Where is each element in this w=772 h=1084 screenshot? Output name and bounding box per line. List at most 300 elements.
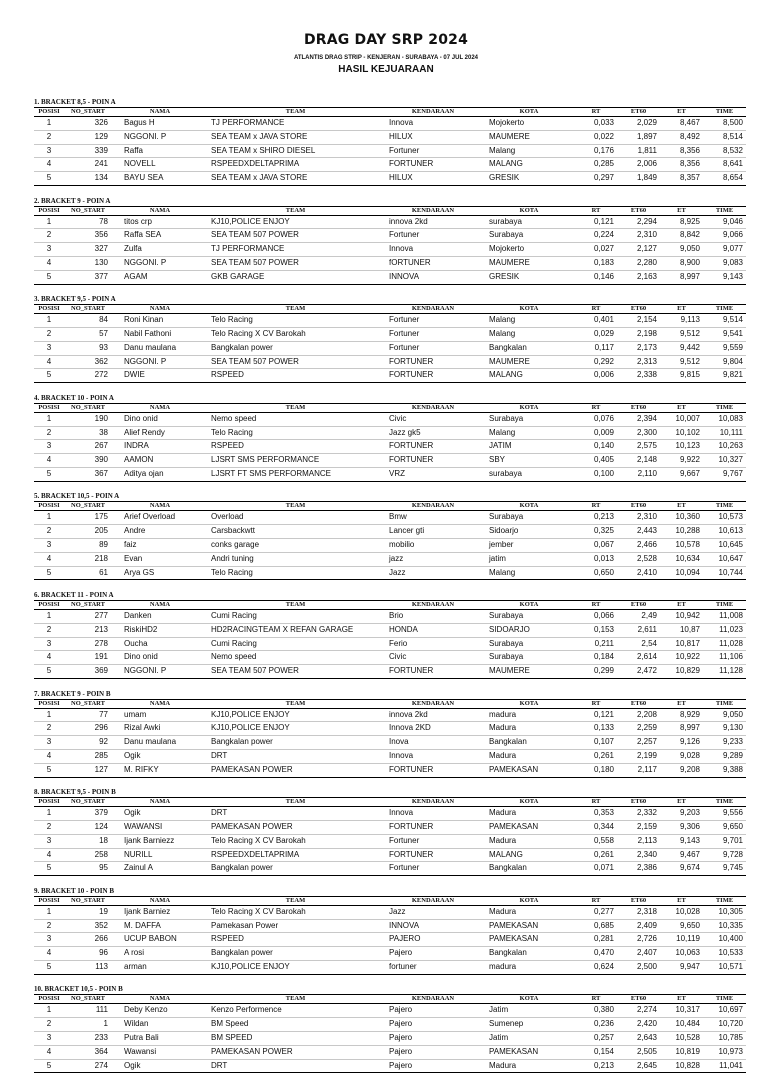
- et60-cell: 2,394: [617, 412, 660, 426]
- et60-cell: 2,472: [617, 665, 660, 679]
- no-start-cell: 175: [64, 511, 112, 525]
- table-row: [34, 708, 746, 722]
- kendaraan-cell: innova 2kd: [383, 708, 483, 722]
- column-header: RT: [575, 305, 617, 314]
- column-header: NO_START: [64, 305, 112, 314]
- column-header: NAMA: [112, 305, 208, 314]
- column-header: ET60: [617, 305, 660, 314]
- kendaraan-cell: Bmw: [383, 511, 483, 525]
- column-header: NO_START: [64, 896, 112, 905]
- rt-cell: 0,076: [575, 412, 617, 426]
- column-header: TIME: [703, 108, 746, 117]
- no-start-cell: 190: [64, 412, 112, 426]
- kota-cell: SIDOARJO: [483, 623, 575, 637]
- et-cell: 8,356: [660, 144, 703, 158]
- column-header: KOTA: [483, 206, 575, 215]
- rt-cell: 0,257: [575, 1031, 617, 1045]
- column-header: NAMA: [112, 600, 208, 609]
- kendaraan-cell: HILUX: [383, 172, 483, 186]
- rt-cell: 0,685: [575, 919, 617, 933]
- no-start-cell: 78: [64, 215, 112, 229]
- column-header: ET60: [617, 798, 660, 807]
- column-header: KOTA: [483, 798, 575, 807]
- kendaraan-cell: Fortuner: [383, 229, 483, 243]
- et60-cell: 2,318: [617, 905, 660, 919]
- rt-cell: 0,013: [575, 552, 617, 566]
- table-header-row: [34, 502, 746, 511]
- table-row: [34, 314, 746, 328]
- kota-cell: Madura: [483, 1059, 575, 1073]
- table-row: [34, 511, 746, 525]
- kendaraan-cell: Pajero: [383, 947, 483, 961]
- kendaraan-cell: fORTUNER: [383, 256, 483, 270]
- team-cell: Cumi Racing: [208, 609, 383, 623]
- results-table: [34, 107, 746, 186]
- results-table: [34, 304, 746, 383]
- nama-cell: NURILL: [112, 848, 208, 862]
- kota-cell: surabaya: [483, 215, 575, 229]
- posisi-cell: 1: [34, 412, 64, 426]
- et-cell: 9,050: [660, 243, 703, 257]
- time-cell: 9,821: [703, 369, 746, 383]
- et-cell: 10,360: [660, 511, 703, 525]
- et60-cell: 2,274: [617, 1004, 660, 1018]
- time-cell: 10,697: [703, 1004, 746, 1018]
- team-cell: Andri tuning: [208, 552, 383, 566]
- team-cell: BM SPEED: [208, 1031, 383, 1045]
- et-cell: 8,997: [660, 722, 703, 736]
- et60-cell: 1,897: [617, 130, 660, 144]
- time-cell: 9,233: [703, 736, 746, 750]
- table-row: [34, 1031, 746, 1045]
- column-header: TEAM: [208, 896, 383, 905]
- et60-cell: 2,443: [617, 525, 660, 539]
- table-row: [34, 623, 746, 637]
- table-header-row: [34, 699, 746, 708]
- kota-cell: Madura: [483, 905, 575, 919]
- bracket-title: 2. BRACKET 9 - POIN A: [34, 196, 111, 205]
- posisi-cell: 1: [34, 1004, 64, 1018]
- no-start-cell: 272: [64, 369, 112, 383]
- kota-cell: PAMEKASAN: [483, 1045, 575, 1059]
- no-start-cell: 233: [64, 1031, 112, 1045]
- bracket-section: [34, 690, 746, 789]
- no-start-cell: 205: [64, 525, 112, 539]
- kendaraan-cell: Innova: [383, 749, 483, 763]
- bracket-title: 6. BRACKET 11 - POIN A: [34, 590, 114, 599]
- column-header: POSISI: [34, 206, 64, 215]
- team-cell: KJ10,POLICE ENJOY: [208, 960, 383, 974]
- time-cell: 8,532: [703, 144, 746, 158]
- column-header: ET: [660, 600, 703, 609]
- table-row: [34, 538, 746, 552]
- no-start-cell: 267: [64, 440, 112, 454]
- kota-cell: Malang: [483, 426, 575, 440]
- time-cell: 10,785: [703, 1031, 746, 1045]
- no-start-cell: 92: [64, 736, 112, 750]
- kota-cell: Surabaya: [483, 511, 575, 525]
- time-cell: 10,327: [703, 454, 746, 468]
- kendaraan-cell: Innova: [383, 243, 483, 257]
- rt-cell: 0,405: [575, 454, 617, 468]
- bracket-section: [34, 591, 746, 690]
- table-row: [34, 919, 746, 933]
- et-cell: 8,900: [660, 256, 703, 270]
- column-header: KENDARAAN: [383, 108, 483, 117]
- column-header: RT: [575, 798, 617, 807]
- rt-cell: 0,146: [575, 270, 617, 284]
- team-cell: RSPEED: [208, 369, 383, 383]
- rt-cell: 0,261: [575, 749, 617, 763]
- column-header: NAMA: [112, 206, 208, 215]
- column-header: TIME: [703, 995, 746, 1004]
- et60-cell: 2,386: [617, 862, 660, 876]
- table-header-row: [34, 206, 746, 215]
- et60-cell: 2,029: [617, 117, 660, 131]
- et-cell: 8,492: [660, 130, 703, 144]
- et60-cell: 2,407: [617, 947, 660, 961]
- no-start-cell: 285: [64, 749, 112, 763]
- column-header: NO_START: [64, 206, 112, 215]
- et60-cell: 2,294: [617, 215, 660, 229]
- rt-cell: 0,071: [575, 862, 617, 876]
- nama-cell: Danu maulana: [112, 341, 208, 355]
- nama-cell: Raffa SEA: [112, 229, 208, 243]
- column-header: TEAM: [208, 206, 383, 215]
- nama-cell: INDRA: [112, 440, 208, 454]
- no-start-cell: 296: [64, 722, 112, 736]
- posisi-cell: 2: [34, 722, 64, 736]
- column-header: KENDARAAN: [383, 798, 483, 807]
- nama-cell: NGGONI. P: [112, 355, 208, 369]
- column-header: KENDARAAN: [383, 403, 483, 412]
- et-cell: 10,007: [660, 412, 703, 426]
- time-cell: 9,083: [703, 256, 746, 270]
- rt-cell: 0,121: [575, 215, 617, 229]
- team-cell: Bangkalan power: [208, 736, 383, 750]
- rt-cell: 0,180: [575, 763, 617, 777]
- nama-cell: UCUP BABON: [112, 933, 208, 947]
- column-header: NAMA: [112, 896, 208, 905]
- bracket-title: 1. BRACKET 8,5 - POIN A: [34, 98, 116, 106]
- kota-cell: Malang: [483, 144, 575, 158]
- no-start-cell: 57: [64, 327, 112, 341]
- no-start-cell: 278: [64, 637, 112, 651]
- time-cell: 10,335: [703, 919, 746, 933]
- column-header: NO_START: [64, 699, 112, 708]
- time-cell: 10,111: [703, 426, 746, 440]
- et60-cell: 2,208: [617, 708, 660, 722]
- posisi-cell: 2: [34, 327, 64, 341]
- kendaraan-cell: FORTUNER: [383, 665, 483, 679]
- no-start-cell: 213: [64, 623, 112, 637]
- et60-cell: 2,300: [617, 426, 660, 440]
- et-cell: 10,288: [660, 525, 703, 539]
- rt-cell: 0,211: [575, 637, 617, 651]
- et60-cell: 1,849: [617, 172, 660, 186]
- posisi-cell: 5: [34, 763, 64, 777]
- time-cell: 11,128: [703, 665, 746, 679]
- et60-cell: 2,148: [617, 454, 660, 468]
- posisi-cell: 2: [34, 919, 64, 933]
- column-header: RT: [575, 206, 617, 215]
- results-table: [34, 699, 746, 778]
- nama-cell: Wildan: [112, 1018, 208, 1032]
- column-header: TEAM: [208, 995, 383, 1004]
- rt-cell: 0,154: [575, 1045, 617, 1059]
- column-header: KENDARAAN: [383, 699, 483, 708]
- et-cell: 10,578: [660, 538, 703, 552]
- table-row: [34, 130, 746, 144]
- no-start-cell: 124: [64, 820, 112, 834]
- column-header: NAMA: [112, 798, 208, 807]
- posisi-cell: 1: [34, 609, 64, 623]
- column-header: NO_START: [64, 995, 112, 1004]
- nama-cell: Rizal Awki: [112, 722, 208, 736]
- team-cell: Bangkalan power: [208, 341, 383, 355]
- column-header: ET60: [617, 502, 660, 511]
- team-cell: TJ PERFORMANCE: [208, 117, 383, 131]
- rt-cell: 0,380: [575, 1004, 617, 1018]
- et-cell: 8,925: [660, 215, 703, 229]
- column-header: KOTA: [483, 995, 575, 1004]
- rt-cell: 0,029: [575, 327, 617, 341]
- kendaraan-cell: Pajero: [383, 1031, 483, 1045]
- kota-cell: Jatim: [483, 1031, 575, 1045]
- team-cell: Telo Racing: [208, 426, 383, 440]
- column-header: ET: [660, 502, 703, 511]
- rt-cell: 0,650: [575, 566, 617, 580]
- column-header: KENDARAAN: [383, 600, 483, 609]
- no-start-cell: 95: [64, 862, 112, 876]
- et60-cell: 2,726: [617, 933, 660, 947]
- et-cell: 10,819: [660, 1045, 703, 1059]
- et-cell: 10,828: [660, 1059, 703, 1073]
- posisi-cell: 5: [34, 1059, 64, 1073]
- no-start-cell: 339: [64, 144, 112, 158]
- kota-cell: Malang: [483, 566, 575, 580]
- column-header: KOTA: [483, 108, 575, 117]
- no-start-cell: 134: [64, 172, 112, 186]
- column-header: TIME: [703, 206, 746, 215]
- table-row: [34, 722, 746, 736]
- posisi-cell: 3: [34, 933, 64, 947]
- nama-cell: umam: [112, 708, 208, 722]
- posisi-cell: 5: [34, 862, 64, 876]
- bracket-title: 9. BRACKET 10 - POIN B: [34, 886, 114, 895]
- no-start-cell: 129: [64, 130, 112, 144]
- kendaraan-cell: Fortuner: [383, 834, 483, 848]
- et60-cell: 2,280: [617, 256, 660, 270]
- rt-cell: 0,066: [575, 609, 617, 623]
- kota-cell: MALANG: [483, 158, 575, 172]
- kota-cell: Bangkalan: [483, 736, 575, 750]
- team-cell: Nemo speed: [208, 651, 383, 665]
- nama-cell: BAYU SEA: [112, 172, 208, 186]
- kendaraan-cell: FORTUNER: [383, 454, 483, 468]
- nama-cell: NGGONI. P: [112, 665, 208, 679]
- posisi-cell: 4: [34, 1045, 64, 1059]
- time-cell: 8,654: [703, 172, 746, 186]
- no-start-cell: 113: [64, 960, 112, 974]
- column-header: KENDARAAN: [383, 995, 483, 1004]
- no-start-cell: 356: [64, 229, 112, 243]
- column-header: POSISI: [34, 502, 64, 511]
- nama-cell: Putra Bali: [112, 1031, 208, 1045]
- kota-cell: MAUMERE: [483, 130, 575, 144]
- kendaraan-cell: Fortuner: [383, 314, 483, 328]
- time-cell: 10,083: [703, 412, 746, 426]
- posisi-cell: 1: [34, 314, 64, 328]
- time-cell: 9,388: [703, 763, 746, 777]
- no-start-cell: 96: [64, 947, 112, 961]
- table-row: [34, 256, 746, 270]
- time-cell: 11,023: [703, 623, 746, 637]
- time-cell: 10,305: [703, 905, 746, 919]
- nama-cell: DWIE: [112, 369, 208, 383]
- rt-cell: 0,277: [575, 905, 617, 919]
- team-cell: SEA TEAM x JAVA STORE: [208, 172, 383, 186]
- column-header: ET60: [617, 896, 660, 905]
- posisi-cell: 1: [34, 905, 64, 919]
- table-header-row: [34, 305, 746, 314]
- et-cell: 9,203: [660, 807, 703, 821]
- kota-cell: Surabaya: [483, 229, 575, 243]
- time-cell: 9,514: [703, 314, 746, 328]
- team-cell: KJ10,POLICE ENJOY: [208, 722, 383, 736]
- table-header-row: [34, 600, 746, 609]
- et-cell: 10,87: [660, 623, 703, 637]
- posisi-cell: 5: [34, 172, 64, 186]
- team-cell: Cumi Racing: [208, 637, 383, 651]
- et60-cell: 2,310: [617, 511, 660, 525]
- column-header: ET60: [617, 108, 660, 117]
- kendaraan-cell: HONDA: [383, 623, 483, 637]
- no-start-cell: 61: [64, 566, 112, 580]
- nama-cell: Ogik: [112, 807, 208, 821]
- posisi-cell: 1: [34, 215, 64, 229]
- kendaraan-cell: Innova: [383, 807, 483, 821]
- posisi-cell: 4: [34, 454, 64, 468]
- nama-cell: Arya GS: [112, 566, 208, 580]
- posisi-cell: 3: [34, 538, 64, 552]
- column-header: POSISI: [34, 403, 64, 412]
- column-header: KOTA: [483, 403, 575, 412]
- no-start-cell: 38: [64, 426, 112, 440]
- nama-cell: Andre: [112, 525, 208, 539]
- rt-cell: 0,285: [575, 158, 617, 172]
- et60-cell: 2,340: [617, 848, 660, 862]
- kendaraan-cell: FORTUNER: [383, 369, 483, 383]
- nama-cell: Deby Kenzo: [112, 1004, 208, 1018]
- kota-cell: jatim: [483, 552, 575, 566]
- nama-cell: Zainul A: [112, 862, 208, 876]
- time-cell: 10,973: [703, 1045, 746, 1059]
- posisi-cell: 2: [34, 426, 64, 440]
- team-cell: LJSRT SMS PERFORMANCE: [208, 454, 383, 468]
- kendaraan-cell: Pajero: [383, 1004, 483, 1018]
- posisi-cell: 5: [34, 665, 64, 679]
- et-cell: 10,063: [660, 947, 703, 961]
- table-row: [34, 834, 746, 848]
- column-header: KENDARAAN: [383, 896, 483, 905]
- table-row: [34, 426, 746, 440]
- posisi-cell: 4: [34, 552, 64, 566]
- column-header: ET: [660, 699, 703, 708]
- et60-cell: 2,420: [617, 1018, 660, 1032]
- column-header: ET: [660, 798, 703, 807]
- nama-cell: Bagus H: [112, 117, 208, 131]
- time-cell: 10,720: [703, 1018, 746, 1032]
- column-header: ET60: [617, 600, 660, 609]
- rt-cell: 0,067: [575, 538, 617, 552]
- time-cell: 11,008: [703, 609, 746, 623]
- table-row: [34, 467, 746, 481]
- rt-cell: 0,100: [575, 467, 617, 481]
- posisi-cell: 3: [34, 341, 64, 355]
- et-cell: 10,922: [660, 651, 703, 665]
- rt-cell: 0,183: [575, 256, 617, 270]
- table-row: [34, 270, 746, 284]
- rt-cell: 0,133: [575, 722, 617, 736]
- no-start-cell: 277: [64, 609, 112, 623]
- table-row: [34, 763, 746, 777]
- column-header: POSISI: [34, 600, 64, 609]
- column-header: TEAM: [208, 305, 383, 314]
- no-start-cell: 77: [64, 708, 112, 722]
- team-cell: conks garage: [208, 538, 383, 552]
- team-cell: PAMEKASAN POWER: [208, 1045, 383, 1059]
- column-header: POSISI: [34, 798, 64, 807]
- et60-cell: 2,332: [617, 807, 660, 821]
- team-cell: TJ PERFORMANCE: [208, 243, 383, 257]
- kota-cell: PAMEKASAN: [483, 933, 575, 947]
- column-header: NO_START: [64, 108, 112, 117]
- nama-cell: faiz: [112, 538, 208, 552]
- no-start-cell: 352: [64, 919, 112, 933]
- posisi-cell: 4: [34, 355, 64, 369]
- kota-cell: PAMEKASAN: [483, 919, 575, 933]
- table-row: [34, 947, 746, 961]
- et-cell: 9,143: [660, 834, 703, 848]
- table-row: [34, 960, 746, 974]
- time-cell: 9,745: [703, 862, 746, 876]
- column-header: POSISI: [34, 896, 64, 905]
- nama-cell: Dino onid: [112, 412, 208, 426]
- no-start-cell: 362: [64, 355, 112, 369]
- et-cell: 9,512: [660, 327, 703, 341]
- nama-cell: Alief Rendy: [112, 426, 208, 440]
- posisi-cell: 5: [34, 369, 64, 383]
- table-header-row: [34, 798, 746, 807]
- table-row: [34, 807, 746, 821]
- et60-cell: 2,198: [617, 327, 660, 341]
- rt-cell: 0,009: [575, 426, 617, 440]
- kota-cell: Surabaya: [483, 609, 575, 623]
- kendaraan-cell: INNOVA: [383, 919, 483, 933]
- results-sections: [34, 98, 746, 1084]
- column-header: NAMA: [112, 403, 208, 412]
- team-cell: SEA TEAM 507 POWER: [208, 665, 383, 679]
- no-start-cell: 274: [64, 1059, 112, 1073]
- kota-cell: Jatim: [483, 1004, 575, 1018]
- team-cell: Bangkalan power: [208, 862, 383, 876]
- kota-cell: Madura: [483, 722, 575, 736]
- column-header: TIME: [703, 305, 746, 314]
- table-row: [34, 736, 746, 750]
- et60-cell: 2,575: [617, 440, 660, 454]
- column-header: RT: [575, 995, 617, 1004]
